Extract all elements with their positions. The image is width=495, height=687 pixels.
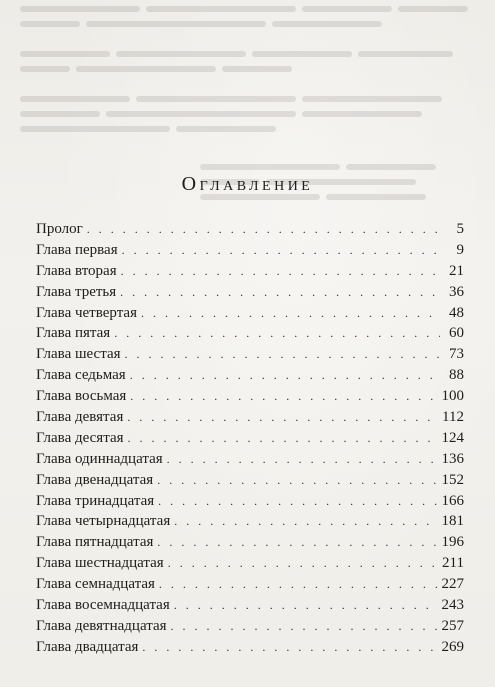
toc-entry [36,323,464,344]
toc-leader-dots [141,303,440,324]
toc-entry [36,511,464,532]
toc-entry-label: Глава пятая [36,325,111,342]
toc-entry [36,637,464,658]
toc-entry-label: Глава шестая [36,346,121,363]
toc-entry-label: Глава девятнадцатая [36,617,167,634]
toc-entry-label: Пролог [36,221,83,237]
toc-entry-page-number: 181 [441,513,464,530]
toc-entry-page-number: 166 [441,492,464,509]
toc-entry-label: Глава двадцатая [36,638,139,655]
toc-leader-dots [167,449,438,470]
toc-leader-dots [121,261,440,282]
toc-entry-label: Глава четырнадцатая [36,513,171,530]
toc-entry-page-number: 196 [441,534,464,551]
toc-entry-page-number: 269 [441,638,464,655]
toc-entry [36,616,464,637]
toc-entry-label: Глава восемнадцатая [36,597,170,614]
toc-entry-label: Глава тринадцатая [36,492,155,509]
toc-leader-dots [125,344,440,365]
toc-entry-page-number: 257 [441,617,464,634]
toc-entry [36,282,464,303]
toc-entry [36,261,464,282]
toc-entry-label: Глава двенадцатая [36,471,154,488]
toc-leader-dots [122,240,440,261]
show-through-text [20,2,490,137]
toc-leader-dots [128,428,438,449]
table-of-contents [36,219,464,658]
toc-entry-page-number: 36 [449,283,464,300]
toc-entry-page-number: 5 [456,221,464,237]
toc-leader-dots [142,637,437,658]
toc-entry-page-number: 9 [456,241,464,258]
page-title-text: Оглавление [181,173,314,195]
toc-entry-label: Глава вторая [36,262,117,279]
toc-entry-label: Глава девятая [36,409,124,426]
toc-entry-label: Глава шестнадцатая [36,555,164,572]
toc-entry-label: Глава первая [36,241,118,258]
toc-entry-label: Глава третья [36,283,117,300]
toc-entry [36,449,464,470]
toc-entry-page-number: 88 [449,367,464,384]
toc-entry-page-number: 21 [449,262,464,279]
toc-entry-page-number: 152 [441,471,464,488]
toc-entry-page-number: 73 [449,346,464,363]
toc-leader-dots [159,574,438,595]
toc-entry-page-number: 136 [441,450,464,467]
page-title [0,173,495,196]
toc-entry [36,365,464,386]
toc-entry [36,532,464,553]
toc-entry [36,553,464,574]
toc-entry-page-number: 48 [449,304,464,321]
toc-leader-dots [157,470,437,491]
toc-entry [36,219,464,240]
toc-entry [36,574,464,595]
toc-leader-dots [168,553,438,574]
toc-leader-dots [171,616,438,637]
toc-entry-page-number: 124 [441,429,464,446]
toc-leader-dots [174,595,438,616]
toc-entry [36,428,464,449]
toc-leader-dots [87,219,440,240]
toc-entry-label: Глава десятая [36,429,124,446]
toc-entry-page-number: 100 [441,388,464,405]
toc-entry [36,386,464,407]
toc-entry [36,344,464,365]
toc-entry-page-number: 243 [441,597,464,614]
toc-entry-page-number: 112 [442,409,464,426]
toc-leader-dots [120,282,440,303]
toc-entry-label: Глава четвертая [36,304,137,321]
toc-entry-label: Глава одиннадцатая [36,450,163,467]
toc-leader-dots [157,532,437,553]
toc-entry-page-number: 211 [442,555,464,572]
toc-entry [36,240,464,261]
toc-entry-label: Глава пятнадцатая [36,534,154,551]
toc-entry [36,407,464,428]
toc-leader-dots [158,491,437,512]
toc-entry-label: Глава восьмая [36,388,127,405]
toc-entry [36,303,464,324]
toc-entry-label: Глава семнадцатая [36,576,155,593]
toc-entry-label: Глава седьмая [36,367,126,384]
toc-entry-page-number: 227 [441,576,464,593]
toc-leader-dots [114,323,440,344]
toc-leader-dots [130,386,437,407]
toc-entry [36,595,464,616]
toc-leader-dots [130,365,440,386]
toc-leader-dots [174,511,437,532]
toc-entry-page-number: 60 [449,325,464,342]
toc-entry [36,491,464,512]
toc-leader-dots [127,407,438,428]
toc-entry [36,470,464,491]
